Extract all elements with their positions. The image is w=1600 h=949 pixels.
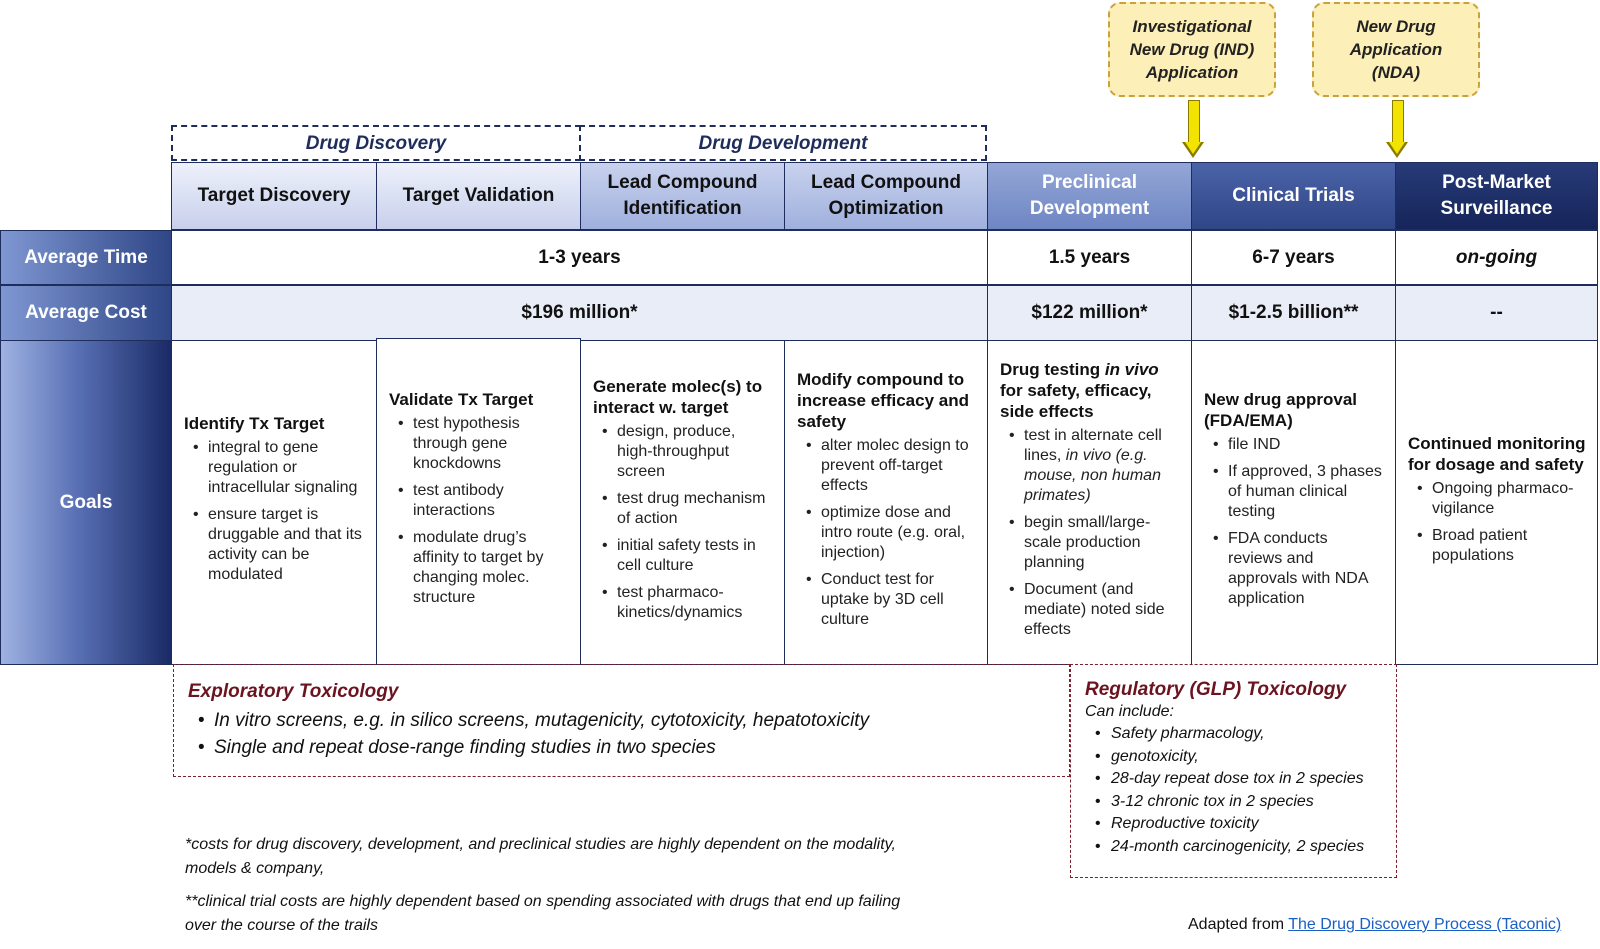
regulatory-toxicology-title: Regulatory (GLP) Toxicology [1085, 679, 1347, 700]
cost-discovery-development: $196 million* [171, 285, 988, 341]
source-credit-prefix: Adapted from [1188, 916, 1289, 933]
row-label-time: Average Time [0, 230, 172, 285]
exploratory-toxicology-title: Exploratory Toxicology [188, 681, 399, 702]
cost-preclinical: $122 million* [987, 285, 1192, 341]
list-item: • Safety pharmacology, [1111, 723, 1396, 746]
goal-title: Validate Tx Target [389, 389, 534, 409]
time-preclinical: 1.5 years [987, 230, 1192, 285]
list-item: • file IND [1228, 435, 1385, 455]
goal-title: Identify Tx Target [184, 414, 325, 433]
goals-target-validation [376, 338, 581, 665]
row-label-goals: Goals [0, 340, 172, 665]
list-item: • test antibody interactions [413, 481, 570, 521]
source-credit [1188, 916, 1598, 934]
list-item: • 28-day repeat dose tox in 2 species [1111, 768, 1396, 791]
list-item: • test pharmaco-kinetics/dynamics [617, 583, 774, 623]
time-post-market: on-going [1395, 230, 1598, 285]
list-item: • alter molec design to prevent off-target effects [821, 436, 977, 496]
list-item: • initial safety tests in cell culture [617, 536, 774, 576]
list-item: • optimize dose and intro route (e.g. oral, injection) [821, 503, 977, 563]
goal-title-italic: in vivo [1104, 359, 1159, 379]
goals-post-market [1395, 340, 1598, 665]
goals-preclinical [987, 340, 1192, 665]
phase-post-market: Post-Market Surveillance [1395, 162, 1598, 230]
list-item: • modulate drug’s affinity to target by changing molec. structure [413, 528, 570, 608]
list-item: • Ongoing pharmaco-vigilance [1432, 479, 1587, 519]
list-item: • ensure target is druggable and that its activity can be modulated [208, 505, 366, 585]
source-link[interactable]: The Drug Discovery Process (Taconic) [1288, 916, 1562, 933]
goal-title: New drug approval (FDA/EMA) [1204, 390, 1358, 430]
phase-preclinical: Preclinical Development [987, 162, 1192, 230]
list-item: • Document (and mediate) noted side effects [1024, 580, 1181, 640]
list-item: • integral to gene regulation or intracellular signaling [208, 438, 366, 498]
phase-lead-identification: Lead Compound Identification [580, 162, 785, 230]
list-item: • design, produce, high-throughput screen [617, 422, 774, 482]
phase-clinical-trials: Clinical Trials [1191, 162, 1396, 230]
list-item: • Single and repeat dose-range finding studies in two species [214, 734, 1069, 761]
list-item: • Conduct test for uptake by 3D cell culture [821, 570, 977, 630]
list-item: • genotoxicity, [1111, 746, 1396, 769]
group-drug-development: Drug Development [579, 125, 987, 161]
regulatory-toxicology-box [1070, 664, 1397, 878]
time-discovery-development: 1-3 years [171, 230, 988, 285]
list-item: • Reproductive toxicity [1111, 813, 1396, 836]
list-item-italic: in vivo (e.g. mouse, non human primates) [1024, 446, 1161, 504]
nda-callout: New Drug Application (NDA) [1312, 2, 1480, 97]
list-item-text: test in alternate cell lines, [1024, 426, 1162, 464]
goals-target-discovery [171, 340, 377, 665]
list-item: • If approved, 3 phases of human clinical testing [1228, 462, 1385, 522]
ind-callout: Investigational New Drug (IND) Application [1108, 2, 1276, 97]
list-item [1024, 426, 1181, 506]
row-label-cost: Average Cost [0, 285, 172, 341]
goals-lead-optimization [784, 340, 988, 665]
goals-clinical [1191, 340, 1396, 665]
goal-title [1000, 359, 1181, 422]
footnote-costs: *costs for drug discovery, development, and preclinical studies are highly dependent on the modality, models & company, [185, 836, 896, 877]
list-item: • test hypothesis through gene knockdowns [413, 414, 570, 474]
phase-target-discovery: Target Discovery [171, 162, 377, 230]
goal-title-part: Drug testing [1000, 359, 1105, 379]
time-clinical: 6-7 years [1191, 230, 1396, 285]
goal-title: Modify compound to increase efficacy and safety [797, 369, 969, 431]
list-item: • FDA conducts reviews and approvals with NDA application [1228, 529, 1385, 609]
exploratory-toxicology-box [173, 664, 1070, 777]
cost-clinical: $1-2.5 billion** [1191, 285, 1396, 341]
phase-lead-optimization: Lead Compound Optimization [784, 162, 988, 230]
list-item: • test drug mechanism of action [617, 489, 774, 529]
list-item: • 3-12 chronic tox in 2 species [1111, 791, 1396, 814]
phase-target-validation: Target Validation [376, 162, 581, 230]
goal-title: Generate molec(s) to interact w. target [593, 376, 763, 417]
goals-lead-identification [580, 340, 785, 665]
list-item: • 24-month carcinogenicity, 2 species [1111, 836, 1396, 859]
regulatory-toxicology-subtitle: Can include: [1085, 703, 1174, 720]
list-item: • Broad patient populations [1432, 526, 1587, 566]
group-drug-discovery: Drug Discovery [171, 125, 581, 161]
goal-title-part: for safety, efficacy, side effects [1000, 380, 1152, 421]
goal-title: Continued monitoring for dosage and safety [1408, 433, 1586, 474]
cost-post-market: -- [1395, 285, 1598, 341]
list-item: • begin small/large-scale production planning [1024, 513, 1181, 573]
footnote-clinical: **clinical trial costs are highly dependent based on spending associated with drugs that end up failing over the course of the trails [185, 893, 901, 934]
list-item: • In vitro screens, e.g. in silico screens, mutagenicity, cytotoxicity, hepatotoxicity [214, 707, 1069, 734]
